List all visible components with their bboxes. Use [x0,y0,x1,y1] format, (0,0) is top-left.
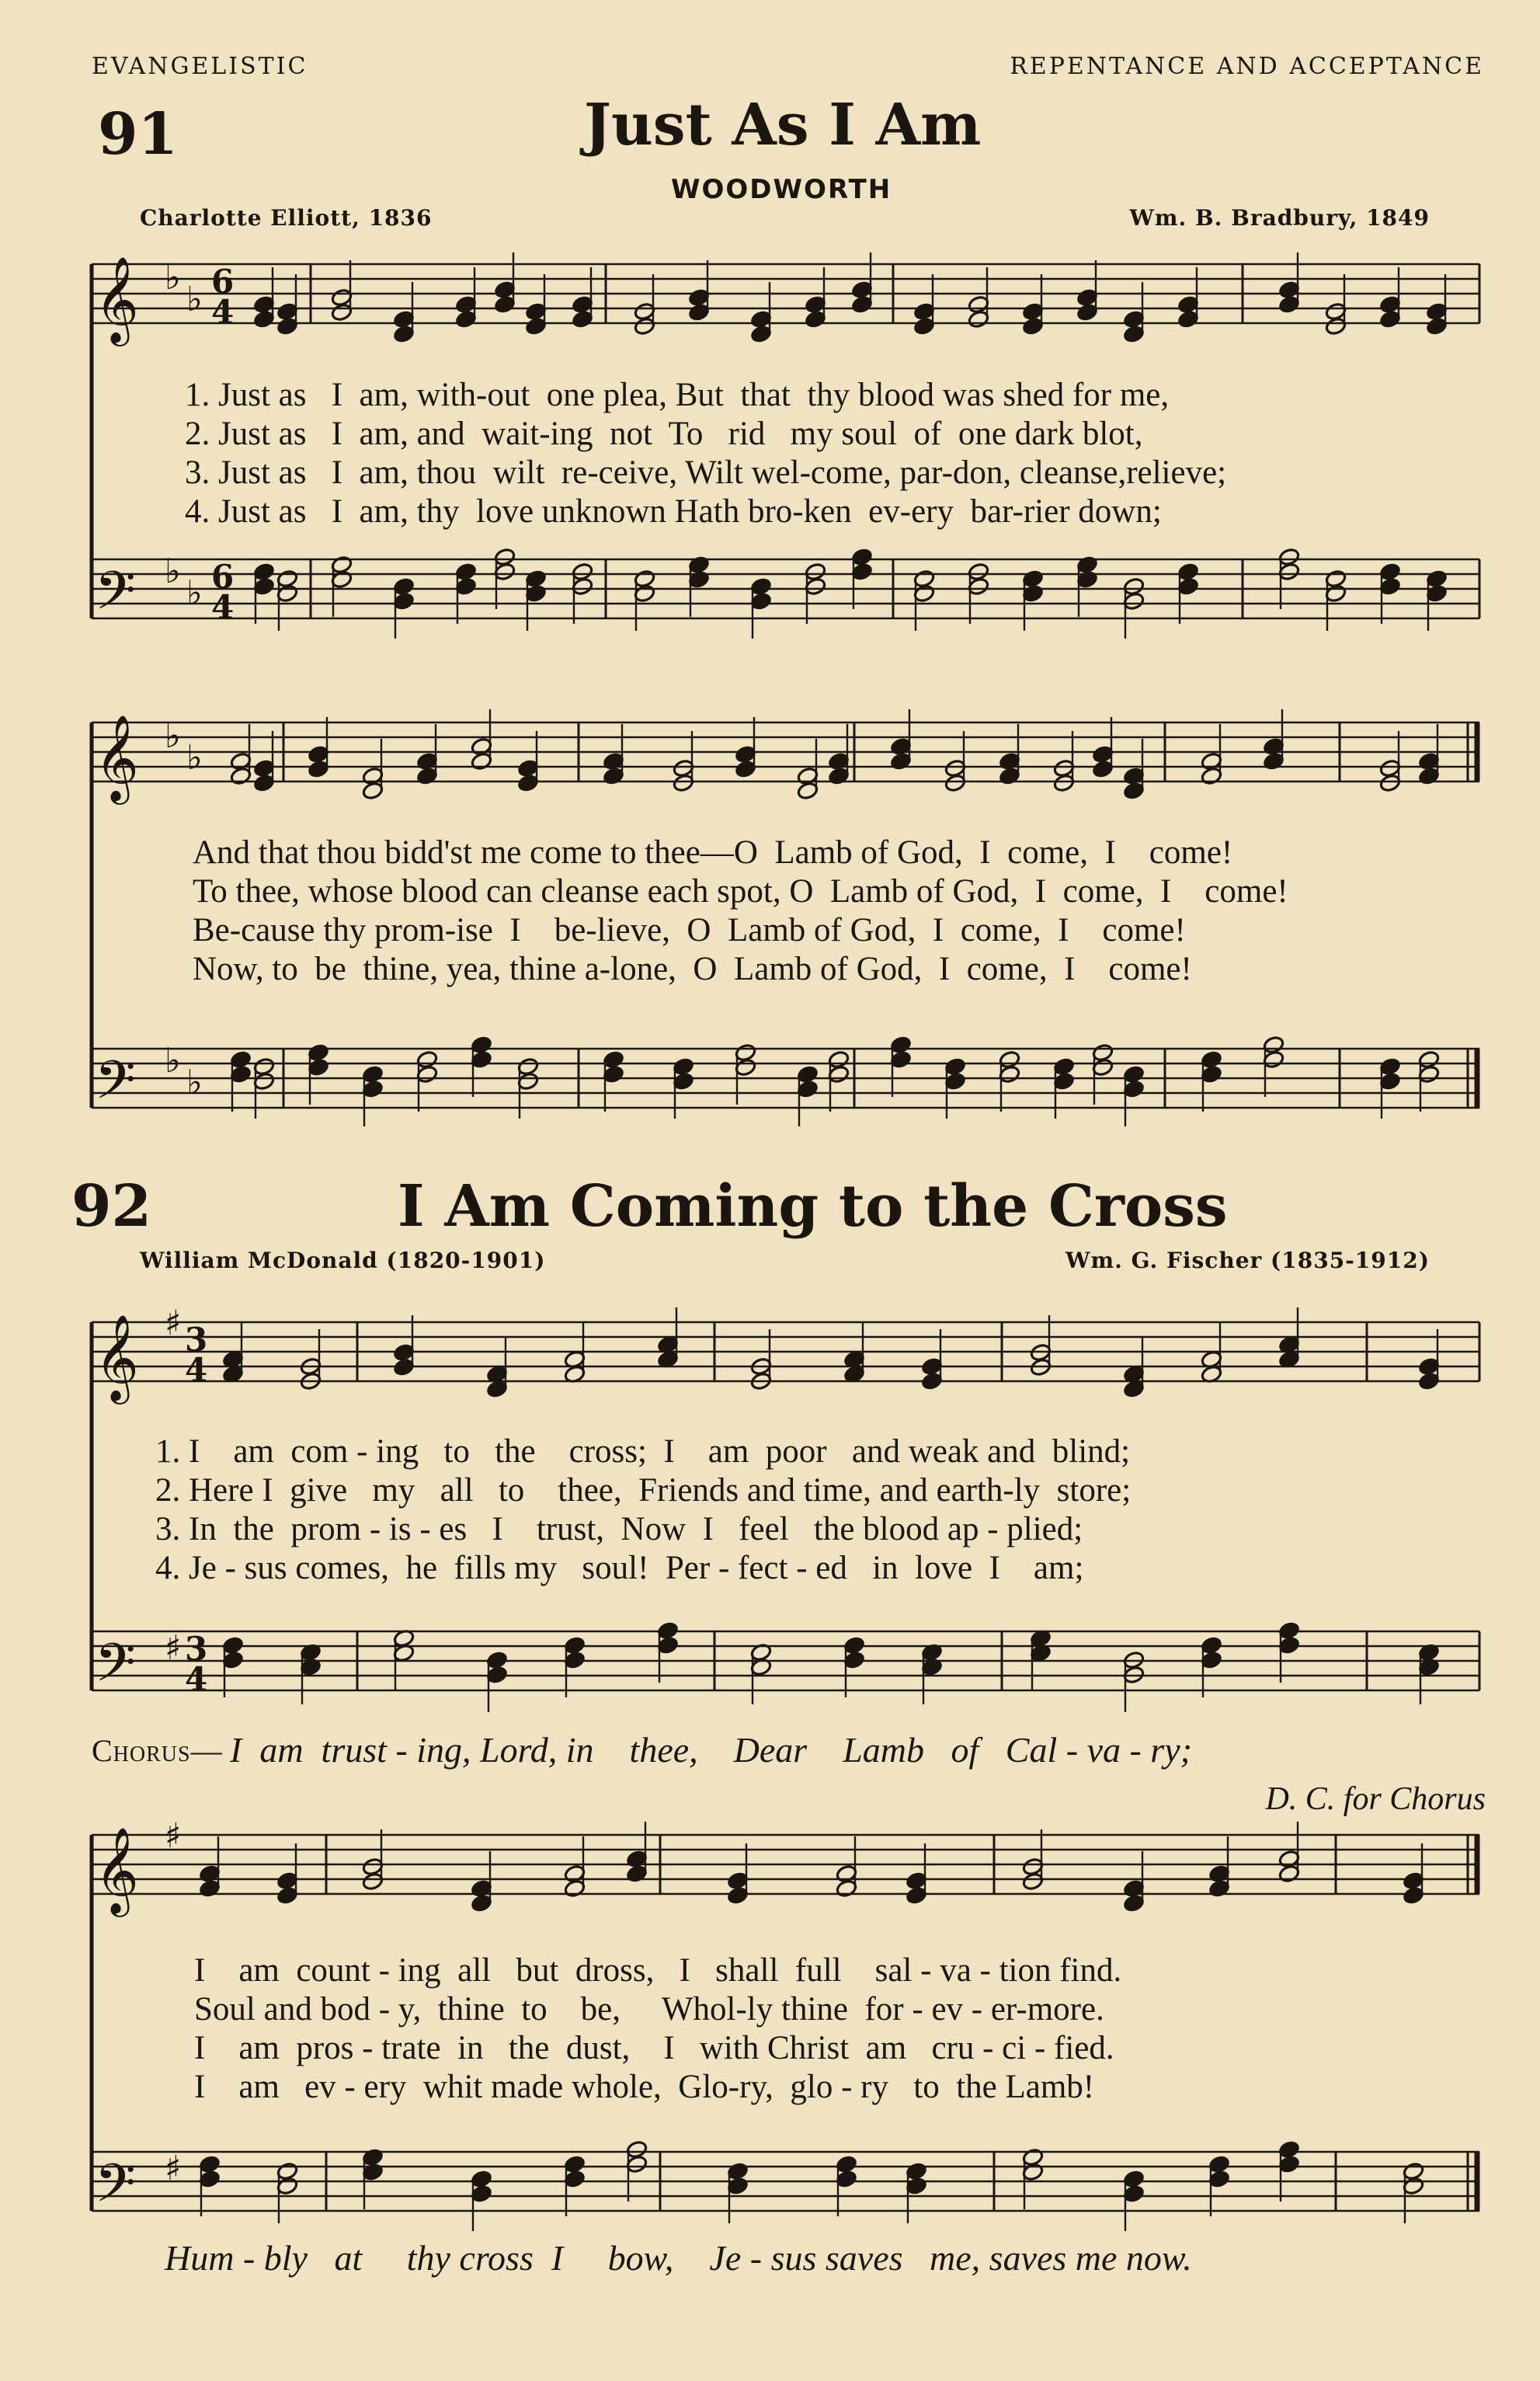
chorus-label-text: Chorus [92,1733,191,1768]
svg-text:𝄞: 𝄞 [95,714,139,801]
svg-text:♯: ♯ [165,1816,182,1856]
svg-text:♭: ♭ [165,1041,181,1081]
composer-credit: Wm. B. Bradbury, 1849 [1129,205,1430,231]
verse-1-lyrics: 1. I am com - ing to the cross; I am poor and weak and blind; [155,1433,1131,1470]
verse-3-lyrics: 3. Just as I am, thou wilt re-ceive, Wilt wel-come, par-don, cleanse,relieve; [185,454,1227,491]
svg-text:4: 4 [211,293,235,331]
verse-1-lyrics-cont: And that thou bidd'st me come to thee—O Lamb of God, I come, I come! [193,834,1233,871]
svg-text:4: 4 [185,1660,208,1698]
svg-text:♯: ♯ [165,1628,182,1668]
verse-2-lyrics: 2. Here I give my all to thee, Friends and time, and earth-ly store; [155,1472,1132,1509]
svg-text:♯: ♯ [165,2149,182,2188]
verse-2-lyrics: 2. Just as I am, and wait-ing not To rid my soul of one dark blot, [185,416,1143,452]
tune-name: WOODWORTH [671,174,892,205]
svg-text:3: 3 [185,1630,208,1668]
svg-text:3: 3 [185,1321,208,1359]
dc-instruction: D. C. for Chorus [1265,1781,1486,1817]
verse-4-lyrics: 4. Je - sus comes, he fills my soul! Per - fect - ed in love I am; [155,1550,1084,1586]
svg-text:♭: ♭ [186,280,203,319]
verse-4-lyrics-cont: Now, to be thine, yea, thine a-lone, O Lamb of God, I come, I come! [193,951,1192,987]
composer-credit: Wm. G. Fischer (1835-1912) [1065,1248,1430,1273]
svg-text:𝄢: 𝄢 [95,561,136,635]
chorus-label: Chorus— [92,1733,223,1768]
svg-text:𝄞: 𝄞 [95,1826,139,1913]
verse-4-lyrics: 4. Just as I am, thy love unknown Hath bro-ken ev-ery bar-rier down; [185,493,1162,530]
verse-2-lyrics-cont: Soul and bod - y, thine to be, Whol-ly thine for - ev - er-more. [194,1991,1104,2028]
author-credit: Charlotte Elliott, 1836 [140,205,433,231]
svg-text:♭: ♭ [165,716,181,756]
hymn-title: Just As I Am [584,92,982,158]
svg-text:𝄢: 𝄢 [95,1050,136,1124]
verse-4-lyrics-cont: I am ev - ery whit made whole, Glo-ry, glo - ry to the Lamb! [194,2069,1095,2105]
verse-1-lyrics: 1. Just as I am, with-out one plea, But that thy blood was shed for me, [185,377,1170,413]
chorus-lyrics-line-1: I am trust - ing, Lord, in thee, Dear Lamb of Cal - va - ry; [230,1730,1192,1770]
svg-text:4: 4 [211,588,235,626]
svg-text:6: 6 [211,558,235,596]
svg-text:♭: ♭ [186,1063,203,1102]
svg-text:♭: ♭ [165,258,181,298]
svg-text:𝄢: 𝄢 [95,1633,136,1707]
hymn-title: I Am Coming to the Cross [398,1173,1228,1240]
svg-text:𝄞: 𝄞 [95,1314,139,1401]
author-credit: William McDonald (1820-1901) [140,1248,546,1273]
svg-text:𝄞: 𝄞 [95,256,139,343]
svg-text:♭: ♭ [186,573,203,613]
verse-1-lyrics-cont: I am count - ing all but dross, I shall full sal - va - tion find. [194,1952,1122,1989]
verse-3-lyrics: 3. In the prom - is - es I trust, Now I feel the blood ap - plied; [155,1511,1083,1547]
header-section-right: REPENTANCE AND ACCEPTANCE [1010,53,1484,80]
verse-3-lyrics-cont: Be-cause thy prom-ise I be-lieve, O Lamb of God, I come, I come! [193,912,1186,949]
verse-3-lyrics-cont: I am pros - trate in the dust, I with Christ am cru - ci - fied. [194,2030,1114,2066]
header-section-left: EVANGELISTIC [92,53,308,80]
svg-text:6: 6 [211,263,235,301]
hymn-number: 92 [71,1173,151,1240]
svg-text:♭: ♭ [186,738,203,778]
hymn-number: 91 [98,101,178,168]
chorus-lyrics-line-2: Hum - bly at thy cross I bow, Je - sus saves me, saves me now. [165,2238,1192,2278]
svg-text:♯: ♯ [165,1304,182,1343]
svg-text:♭: ♭ [165,552,181,591]
svg-text:4: 4 [185,1351,208,1389]
verse-2-lyrics-cont: To thee, whose blood can cleanse each spot, O Lamb of God, I come, I come! [193,873,1288,910]
svg-text:𝄢: 𝄢 [95,2153,136,2227]
